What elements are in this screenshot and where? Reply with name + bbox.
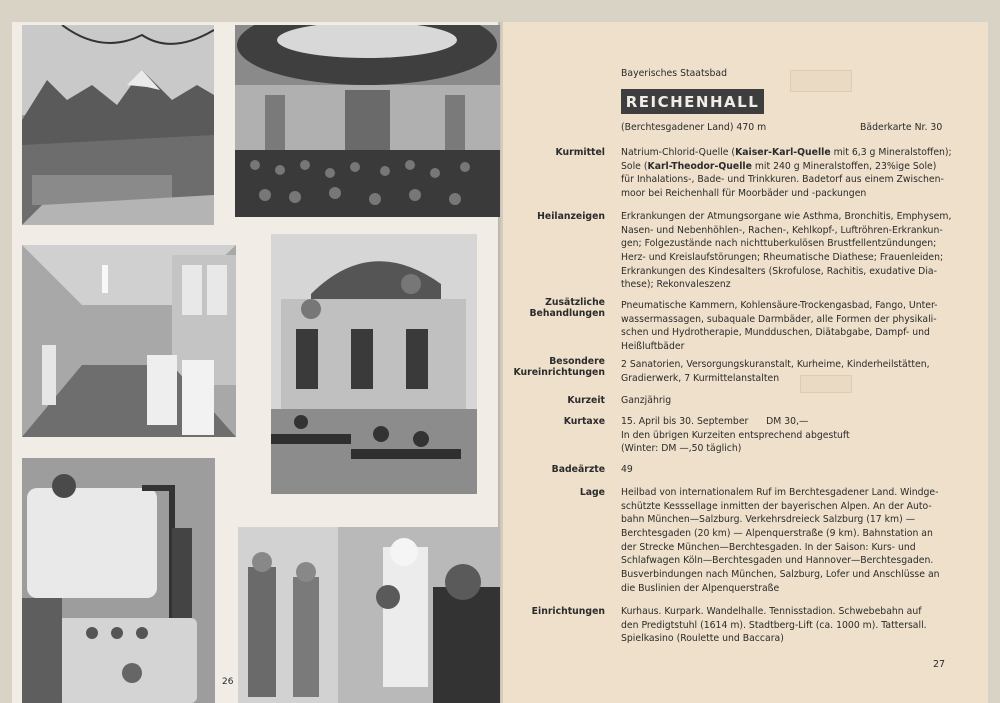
text-line: die Buslinien der Alpenquerstraße <box>621 582 780 594</box>
map-reference: Bäderkarte Nr. 30 <box>860 122 943 133</box>
section-label: Lage <box>579 487 605 498</box>
text-line: Nasen- und Nebenhöhlen-, Rachen-, Kehlkopf-, Luftröhren-Erkrankun- <box>621 224 943 236</box>
subtitle-altitude: (Berchtesgadener Land) 470 m <box>621 122 767 133</box>
section-body <box>621 463 946 477</box>
text-line: Natrium-Chlorid-Quelle (Kaiser-Karl-Quelle mit 6,3 g Mineralstoffen); <box>621 147 952 158</box>
text-line: Herz- und Kreislaufstörungen; Rheumatische Diathese; Frauenleiden; <box>621 251 944 263</box>
text-line: In den übrigen Kurzeiten entsprechend abgestuft <box>621 429 850 441</box>
section-label: Einrichtungen <box>531 606 605 617</box>
text-line: Ganzjährig <box>621 395 672 406</box>
photo-concert-hall <box>235 25 500 217</box>
section-label: Kurzeit <box>567 395 605 406</box>
text-line: für Inhalations-, Bade- und Trinkkuren. Badetorf aus einem Zwischen- <box>621 174 944 186</box>
section-label: Kurmittel <box>555 147 605 158</box>
text-line: Kurhaus. Kurpark. Wandelhalle. Tennisstadion. Schwebebahn auf <box>621 606 922 617</box>
text-line: Erkrankungen der Atmungsorgane wie Asthma, Bronchitis, Emphysem, <box>621 211 952 222</box>
text-line: den Predigtstuhl (1614 m). Stadtberg-Lift (ca. 1000 m). Tattersall. <box>621 619 927 631</box>
text-line: Erkrankungen des Kindesalters (Skrofulose, Rachitis, exudative Dia- <box>621 265 937 277</box>
photo-mud-bath <box>22 458 215 703</box>
section-body <box>621 486 946 595</box>
text-line: Heilbad von internationalem Ruf im Berchtesgadener Land. Windge- <box>621 487 939 498</box>
text-line: schützte Kesssellage inmitten der bayerischen Alpen. An der Auto- <box>621 500 932 512</box>
show-through-mark <box>790 70 852 92</box>
text-line: (Winter: DM —,50 täglich) <box>621 443 742 455</box>
text-line: bahn München—Salzburg. Verkehrsdreieck Salzburg (17 km) — <box>621 514 915 526</box>
section-body <box>621 146 952 201</box>
bold-spring-name: Kaiser-Karl-Quelle <box>735 147 831 158</box>
text-line: Spielkasino (Roulette und Baccara) <box>621 633 784 645</box>
text-line: schen und Hydrotherapie, Mundduschen, Diätabgabe, Dampf- und <box>621 327 930 339</box>
section-body <box>621 299 946 354</box>
text-line: gen; Folgezustände nach nichttuberkulösen Brustfellentzündungen; <box>621 238 937 250</box>
photo-inhalation-treatment <box>238 527 500 703</box>
photo-inhalation-corridor <box>22 245 236 437</box>
supertitle: Bayerisches Staatsbad <box>621 68 727 79</box>
text-line: Heißluftbäder <box>621 340 685 352</box>
bold-spring-name: Karl-Theodor-Quelle <box>647 160 752 172</box>
text-line: der Strecke München—Berchtesgaden. In der Saison: Kurs- und <box>621 541 916 553</box>
section-label: Heilanzeigen <box>537 211 605 222</box>
text-line: Gradierwerk, 7 Kurmittelanstalten <box>621 372 780 384</box>
text-line: 15. April bis 30. September DM 30,— <box>621 416 809 427</box>
text-line: wassermassagen, subaquale Darmbäder, alle Formen der physikali- <box>621 313 937 325</box>
page-title: REICHENHALL <box>621 89 764 114</box>
text-line: 49 <box>621 464 633 475</box>
photo-kurhaus-garden <box>271 234 477 494</box>
text-line: Busverbindungen nach München, Salzburg, Lofer und Anschlüsse an <box>621 568 940 580</box>
text-line: 2 Sanatorien, Versorgungskuranstalt, Kurheime, Kinderheilstätten, <box>621 359 930 370</box>
text-line: these); Rekonvaleszenz <box>621 279 731 291</box>
text-line: Schlafwagen Köln—Berchtesgaden und Hannover—Berchtesgaden. <box>621 555 934 567</box>
section-body <box>621 394 946 408</box>
text-line: Pneumatische Kammern, Kohlensäure-Trockengasbad, Fango, Unter- <box>621 300 938 311</box>
text-line: Sole (Karl-Theodor-Quelle mit 240 g Mineralstoffen, 23%ige Sole) <box>621 160 937 172</box>
section-body <box>621 210 952 292</box>
section-label: Zusätzliche Behandlungen <box>529 297 605 319</box>
section-body <box>621 605 946 646</box>
section-label: Badeärzte <box>551 464 605 475</box>
section-body <box>621 358 946 385</box>
text-line: moor bei Reichenhall für Moorbäder und -packungen <box>621 187 867 199</box>
text-line: Berchtesgaden (20 km) — Alpenquerstraße (9 km). Bahnstation an <box>621 527 933 539</box>
left-page-number: 26 <box>222 677 234 687</box>
photo-mountain-town <box>22 25 214 225</box>
section-label: Besondere Kureinrichtungen <box>513 356 605 378</box>
section-label: Kurtaxe <box>563 416 605 427</box>
right-page-number: 27 <box>933 659 946 670</box>
section-body <box>621 415 946 456</box>
